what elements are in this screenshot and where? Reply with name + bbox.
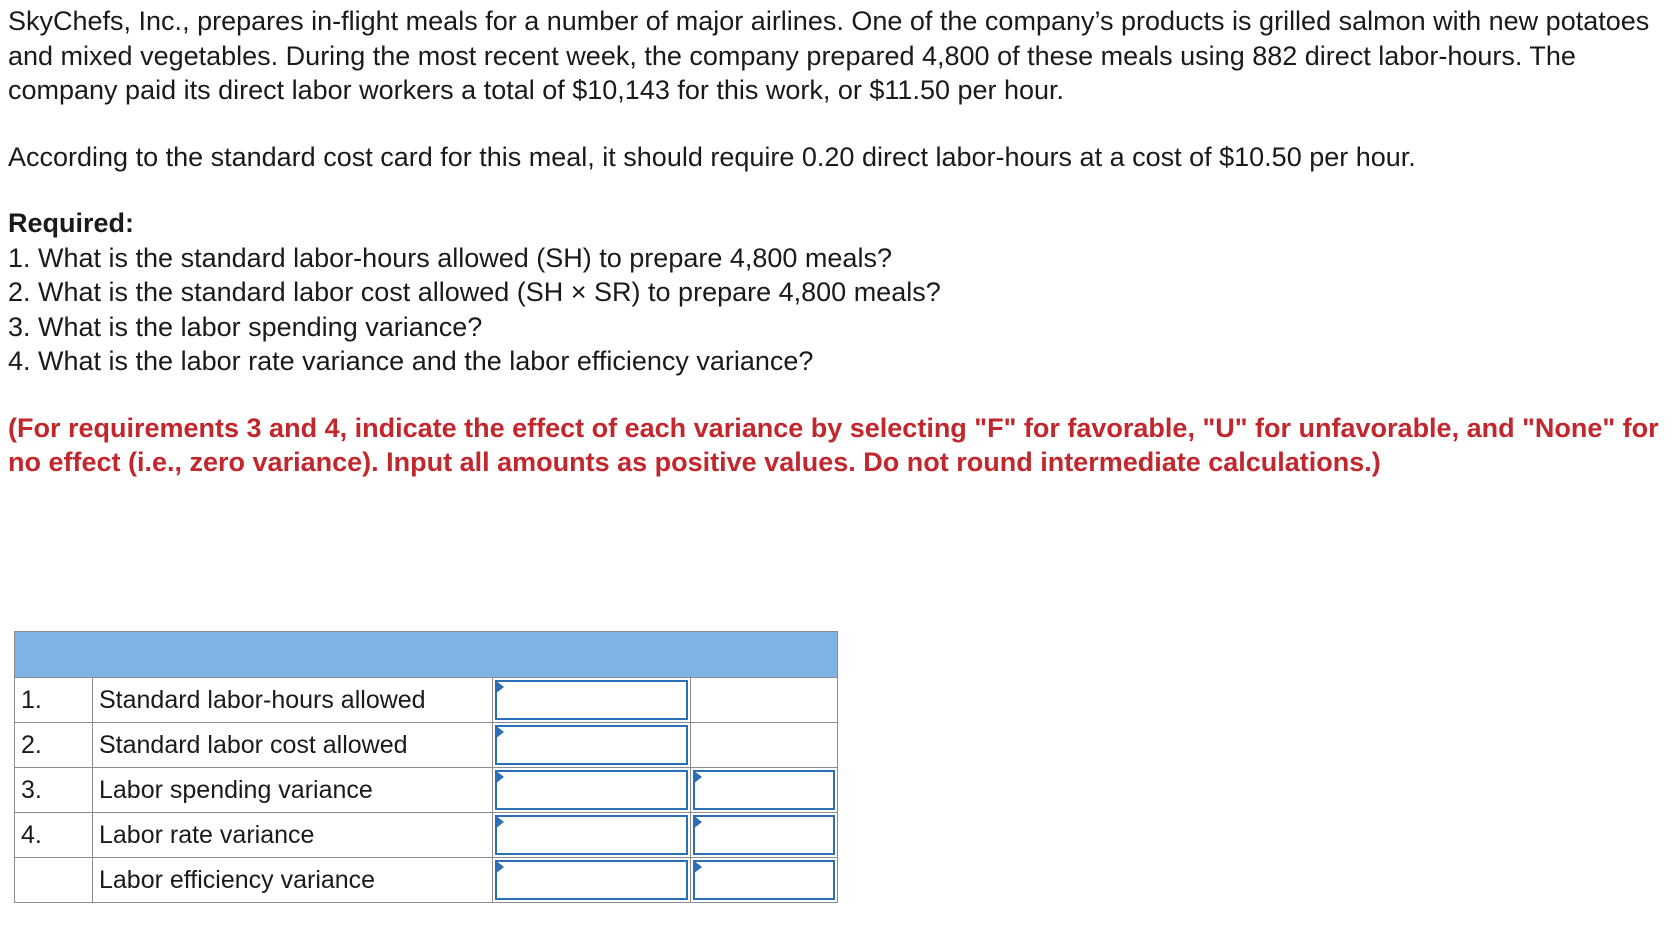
amount-cell — [493, 678, 691, 723]
empty-cell — [691, 723, 838, 768]
effect-cell — [691, 813, 838, 858]
row-label: Labor spending variance — [93, 768, 493, 813]
efficiency-variance-effect-select[interactable] — [695, 862, 833, 898]
row-label: Standard labor-hours allowed — [93, 678, 493, 723]
amount-cell — [493, 858, 691, 903]
spending-variance-input[interactable] — [497, 772, 686, 808]
table-header-cell — [15, 632, 838, 678]
standard-hours-input[interactable] — [497, 682, 686, 718]
efficiency-variance-input[interactable] — [497, 862, 686, 898]
table-row — [15, 768, 838, 813]
amount-cell — [493, 813, 691, 858]
dropdown-marker-icon — [693, 770, 702, 784]
dropdown-marker-icon — [693, 860, 702, 874]
row-number: 3. — [15, 768, 93, 813]
spending-variance-effect-select[interactable] — [695, 772, 833, 808]
amount-field — [495, 680, 688, 720]
standard-cost-statement: According to the standard cost card for this meal, it should require 0.20 direct labor-hours at a cost of $10.50 per hour. — [8, 141, 1416, 172]
table-row — [15, 813, 838, 858]
effect-field — [693, 815, 835, 855]
row-label: Standard labor cost allowed — [93, 723, 493, 768]
effect-field — [693, 770, 835, 810]
row-label: Labor efficiency variance — [93, 858, 493, 903]
effect-cell — [691, 768, 838, 813]
required-item-1: 1. What is the standard labor-hours allowed (SH) to prepare 4,800 meals? — [8, 242, 892, 273]
amount-field — [495, 815, 688, 855]
required-item-3: 3. What is the labor spending variance? — [8, 311, 483, 342]
input-marker-icon — [495, 680, 504, 694]
problem-intro: SkyChefs, Inc., prepares in-flight meals for a number of major airlines. One of the company’s products is grilled salmon with new potatoes and mixed vegetables. During the most recent week, the company prepared 4,800 of these meals using 882 direct labor-hours. The company paid its direct labor workers a total of $10,143 for this work, or $11.50 per hour. — [8, 6, 1650, 105]
table-row — [15, 723, 838, 768]
row-number: 2. — [15, 723, 93, 768]
row-number — [15, 858, 93, 903]
input-marker-icon — [495, 770, 504, 784]
required-item-4: 4. What is the labor rate variance and the labor efficiency variance? — [8, 346, 814, 376]
amount-cell — [493, 768, 691, 813]
row-label: Labor rate variance — [93, 813, 493, 858]
amount-field — [495, 770, 688, 810]
input-marker-icon — [495, 860, 504, 874]
rate-variance-input[interactable] — [497, 817, 686, 853]
dropdown-marker-icon — [693, 815, 702, 829]
table-row — [15, 678, 838, 723]
row-number: 4. — [15, 813, 93, 858]
problem-content — [8, 4, 1672, 480]
effect-cell — [691, 858, 838, 903]
answer-table — [14, 631, 838, 903]
amount-cell — [493, 723, 691, 768]
effect-field — [693, 860, 835, 900]
empty-cell — [691, 678, 838, 723]
amount-field — [495, 860, 688, 900]
row-number: 1. — [15, 678, 93, 723]
required-item-2: 2. What is the standard labor cost allowed (SH × SR) to prepare 4,800 meals? — [8, 277, 941, 307]
table-header-band — [15, 632, 838, 678]
standard-cost-input[interactable] — [497, 727, 686, 763]
required-heading: Required: — [8, 208, 135, 238]
input-marker-icon — [495, 815, 504, 829]
table-row — [15, 858, 838, 903]
amount-field — [495, 725, 688, 765]
input-marker-icon — [495, 725, 504, 739]
required-section — [8, 206, 1672, 379]
instruction-text: (For requirements 3 and 4, indicate the effect of each variance by selecting "F" for favorable, "U" for unfavorable, and "None" for no effect (i.e., zero variance). Input all amounts as positive values. Do not round intermediate calculations.) — [8, 412, 1659, 477]
rate-variance-effect-select[interactable] — [695, 817, 833, 853]
